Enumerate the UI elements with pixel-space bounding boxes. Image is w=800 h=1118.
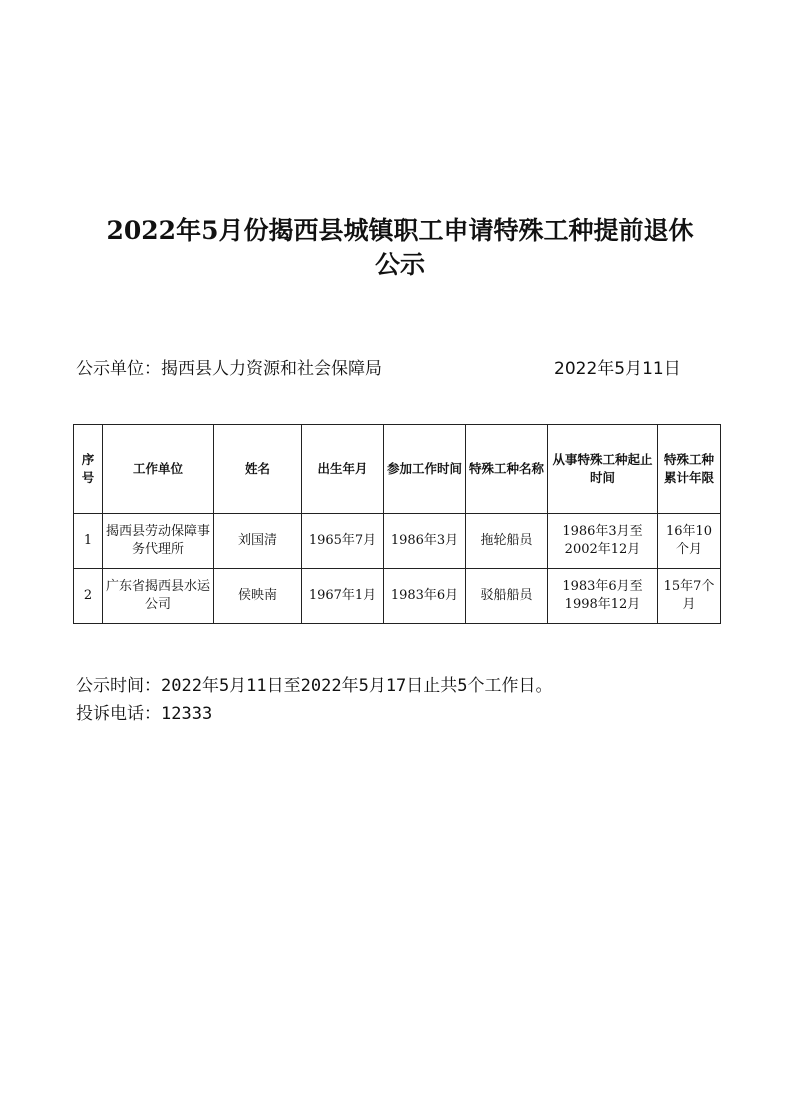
applicant-table: [73, 424, 721, 624]
publisher-unit: 公示单位：揭西县人力资源和社会保障局: [76, 359, 382, 379]
header-name: 姓名: [214, 425, 302, 514]
page-title: [60, 214, 740, 282]
table-header-row: [74, 425, 721, 514]
cell-work-start: 1986年3月: [384, 514, 466, 569]
cell-index: 2: [74, 569, 103, 624]
title-line-2: 公示: [374, 250, 425, 279]
complaint-phone: 投诉电话：12333: [76, 704, 213, 724]
title-line-1: 2022年5月份揭西县城镇职工申请特殊工种提前退休: [106, 216, 694, 245]
header-employer: 工作单位: [103, 425, 214, 514]
notice-footer: [76, 672, 736, 728]
table-row: [74, 569, 721, 624]
cell-name: 刘国清: [214, 514, 302, 569]
header-job-period: 从事特殊工种起止时间: [548, 425, 658, 514]
cell-job-type: 驳船船员: [466, 569, 548, 624]
cell-job-years: 15年7个月: [658, 569, 721, 624]
cell-job-type: 拖轮船员: [466, 514, 548, 569]
header-index: 序号: [74, 425, 103, 514]
publish-date: 2022年5月11日: [554, 359, 681, 379]
table-row: [74, 514, 721, 569]
cell-birth: 1967年1月: [302, 569, 384, 624]
cell-work-start: 1983年6月: [384, 569, 466, 624]
header-job-years: 特殊工种累计年限: [658, 425, 721, 514]
notice-period: 公示时间：2022年5月11日至2022年5月17日止共5个工作日。: [76, 676, 553, 696]
publisher-line: [76, 357, 696, 381]
header-job-type: 特殊工种名称: [466, 425, 548, 514]
cell-employer: 广东省揭西县水运公司: [103, 569, 214, 624]
cell-job-period: 1986年3月至2002年12月: [548, 514, 658, 569]
cell-job-years: 16年10个月: [658, 514, 721, 569]
cell-index: 1: [74, 514, 103, 569]
header-work-start: 参加工作时间: [384, 425, 466, 514]
cell-job-period: 1983年6月至1998年12月: [548, 569, 658, 624]
cell-birth: 1965年7月: [302, 514, 384, 569]
header-birth: 出生年月: [302, 425, 384, 514]
cell-name: 侯映南: [214, 569, 302, 624]
cell-employer: 揭西县劳动保障事务代理所: [103, 514, 214, 569]
